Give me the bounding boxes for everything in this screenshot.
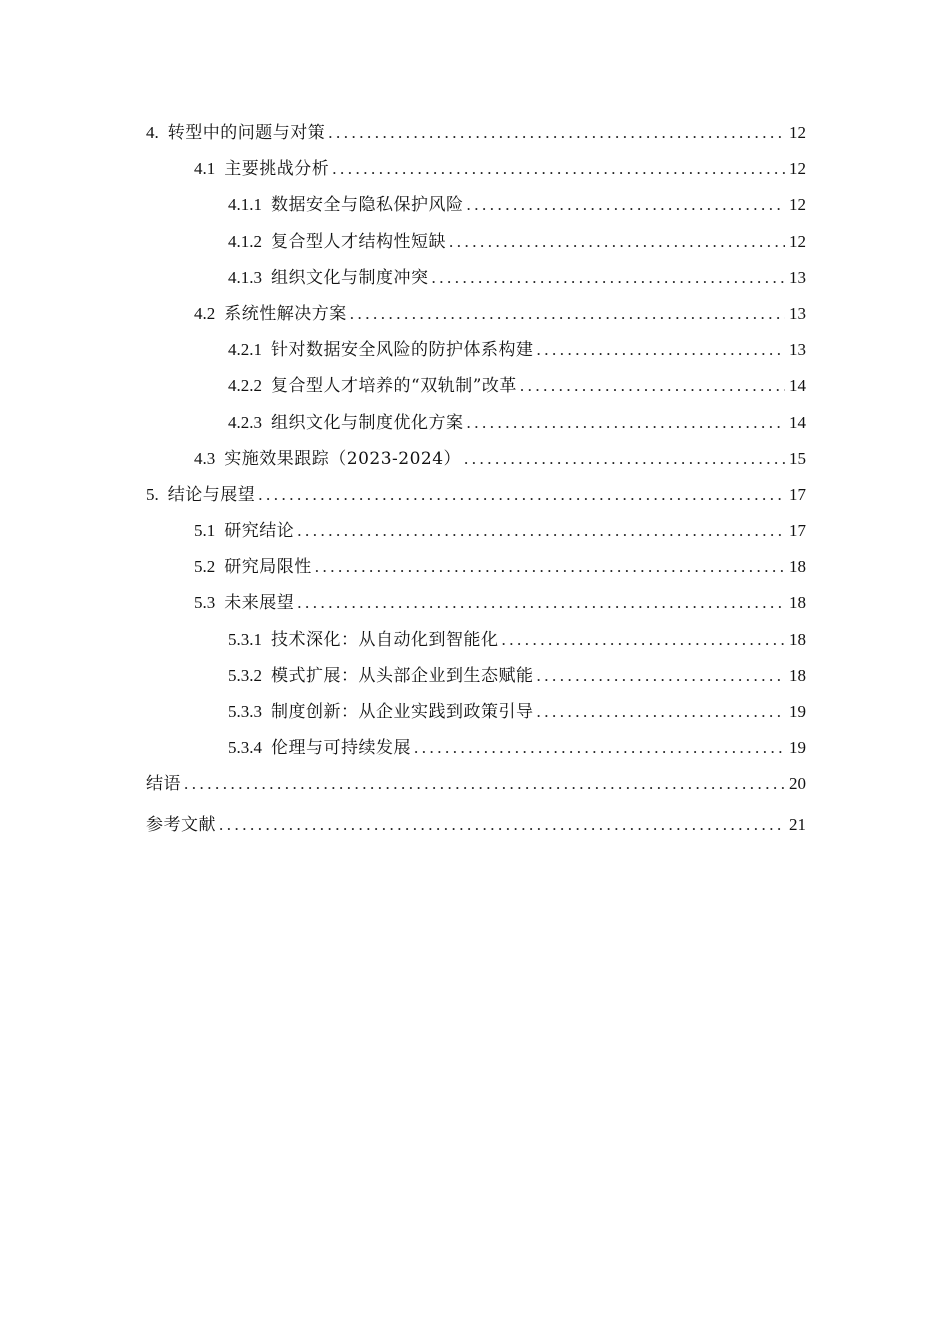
dot-leader [520, 368, 785, 404]
toc-entry-title: 结语 [146, 774, 181, 795]
toc-entry-page: 18 [789, 629, 806, 649]
toc-entry-number: 5. [146, 484, 159, 504]
toc-entry-number: 5.3.2 [228, 665, 262, 685]
toc-entry-page: 13 [789, 267, 806, 287]
toc-entry-page: 17 [789, 521, 806, 541]
dot-leader [315, 549, 785, 585]
toc-entry-number: 4.2.1 [228, 340, 262, 360]
toc-entry-title: 复合型人才结构性短缺 [271, 231, 446, 252]
dot-leader [464, 441, 785, 477]
toc-entry-4-2-1[interactable] [146, 332, 806, 368]
toc-entry-title: 复合型人才培养的“双轨制”改革 [271, 376, 517, 397]
toc-entry-title: 伦理与可持续发展 [271, 738, 411, 759]
toc-entry-number: 4.1.1 [228, 195, 262, 215]
toc-entry-4[interactable] [146, 115, 806, 151]
toc-entry-5-2[interactable] [146, 549, 806, 585]
toc-entry-number: 5.3 [194, 593, 216, 613]
toc-entry-5-3-1[interactable] [146, 622, 806, 658]
toc-entry-title: 未来展望 [224, 593, 295, 614]
toc-entry-page: 19 [789, 738, 806, 758]
toc-entry-page: 14 [789, 412, 806, 432]
toc-entry-5-3-4[interactable] [146, 730, 806, 766]
dot-leader [297, 585, 785, 621]
dot-leader [537, 658, 786, 694]
toc-entry-page: 18 [789, 557, 806, 577]
toc-entry-title: 组织文化与制度冲突 [271, 267, 429, 288]
toc-entry-title: 组织文化与制度优化方案 [271, 412, 464, 433]
toc-entry-number: 4.3 [194, 448, 216, 468]
toc-entry-conclusion[interactable] [146, 766, 806, 802]
toc-entry-number: 4.1 [194, 159, 216, 179]
toc-entry-number: 4.2 [194, 303, 216, 323]
dot-leader [414, 730, 785, 766]
toc-entry-page: 13 [789, 303, 806, 323]
toc-entry-title: 主要挑战分析 [224, 159, 330, 180]
dot-leader [537, 332, 786, 368]
toc-entry-title: 研究结论 [224, 521, 295, 542]
dot-leader [350, 296, 785, 332]
toc-entry-page: 19 [789, 702, 806, 721]
toc-entry-page: 12 [789, 231, 806, 251]
toc-entry-5-3-2[interactable] [146, 658, 806, 694]
toc-entry-page: 12 [789, 159, 806, 179]
toc-entry-page: 17 [789, 484, 806, 504]
toc-entry-title: 转型中的问题与对策 [167, 123, 326, 143]
toc-entry-number: 4.2.3 [228, 412, 262, 432]
toc-entry-page: 14 [789, 376, 806, 396]
toc-entry-title: 数据安全与隐私保护风险 [271, 195, 464, 216]
toc-entry-4-1-1[interactable] [146, 187, 806, 223]
toc-entry-page: 13 [789, 340, 806, 360]
toc-entry-5-3-3[interactable] [146, 694, 806, 730]
toc-entry-5-3[interactable] [146, 585, 806, 621]
dot-leader [328, 115, 785, 151]
dot-leader [184, 766, 785, 802]
toc-entry-4-1-2[interactable] [146, 224, 806, 260]
toc-entry-title: 实施效果跟踪（2023-2024） [224, 448, 462, 469]
toc-entry-title: 系统性解决方案 [224, 303, 347, 324]
toc-entry-page: 12 [789, 195, 806, 215]
toc-entry-4-2[interactable] [146, 296, 806, 332]
dot-leader [432, 260, 786, 296]
toc-entry-title: 技术深化：从自动化到智能化 [271, 629, 499, 650]
dot-leader [537, 694, 786, 730]
toc-entry-page: 21 [789, 814, 806, 834]
toc-entry-4-2-3[interactable] [146, 405, 806, 441]
dot-leader [467, 187, 786, 223]
toc-entry-number: 4.1.2 [228, 231, 262, 251]
toc-entry-number: 4.1.3 [228, 267, 262, 287]
toc-entry-title: 制度创新：从企业实践到政策引导 [271, 702, 534, 722]
toc-entry-number: 5.3.4 [228, 738, 262, 758]
dot-leader [219, 807, 785, 843]
toc-entry-number: 4. [146, 123, 159, 142]
toc-entry-title: 结论与展望 [167, 484, 256, 505]
dot-leader [332, 151, 785, 187]
toc-entry-title: 参考文献 [146, 814, 216, 835]
dot-leader [502, 622, 786, 658]
toc-entry-4-1[interactable] [146, 151, 806, 187]
table-of-contents [146, 115, 806, 843]
toc-entry-page: 18 [789, 665, 806, 685]
dot-leader [297, 513, 785, 549]
dot-leader [449, 224, 785, 260]
toc-entry-number: 5.1 [194, 521, 216, 541]
toc-entry-4-3[interactable] [146, 441, 806, 477]
toc-entry-page: 18 [789, 593, 806, 613]
toc-entry-number: 5.2 [194, 557, 216, 577]
dot-leader [258, 477, 785, 513]
toc-entry-number: 5.3.3 [228, 702, 262, 721]
dot-leader [467, 405, 786, 441]
toc-entry-title: 研究局限性 [224, 557, 312, 578]
toc-entry-references[interactable] [146, 807, 806, 843]
toc-entry-5[interactable] [146, 477, 806, 513]
toc-entry-page: 15 [789, 448, 806, 468]
toc-entry-number: 4.2.2 [228, 376, 262, 396]
toc-entry-number: 5.3.1 [228, 629, 262, 649]
toc-entry-title: 针对数据安全风险的防护体系构建 [271, 340, 534, 361]
toc-entry-page: 12 [789, 123, 806, 142]
toc-entry-4-1-3[interactable] [146, 260, 806, 296]
toc-entry-5-1[interactable] [146, 513, 806, 549]
toc-entry-title: 模式扩展：从头部企业到生态赋能 [271, 665, 534, 686]
toc-entry-4-2-2[interactable] [146, 368, 806, 404]
toc-entry-page: 20 [789, 774, 806, 794]
